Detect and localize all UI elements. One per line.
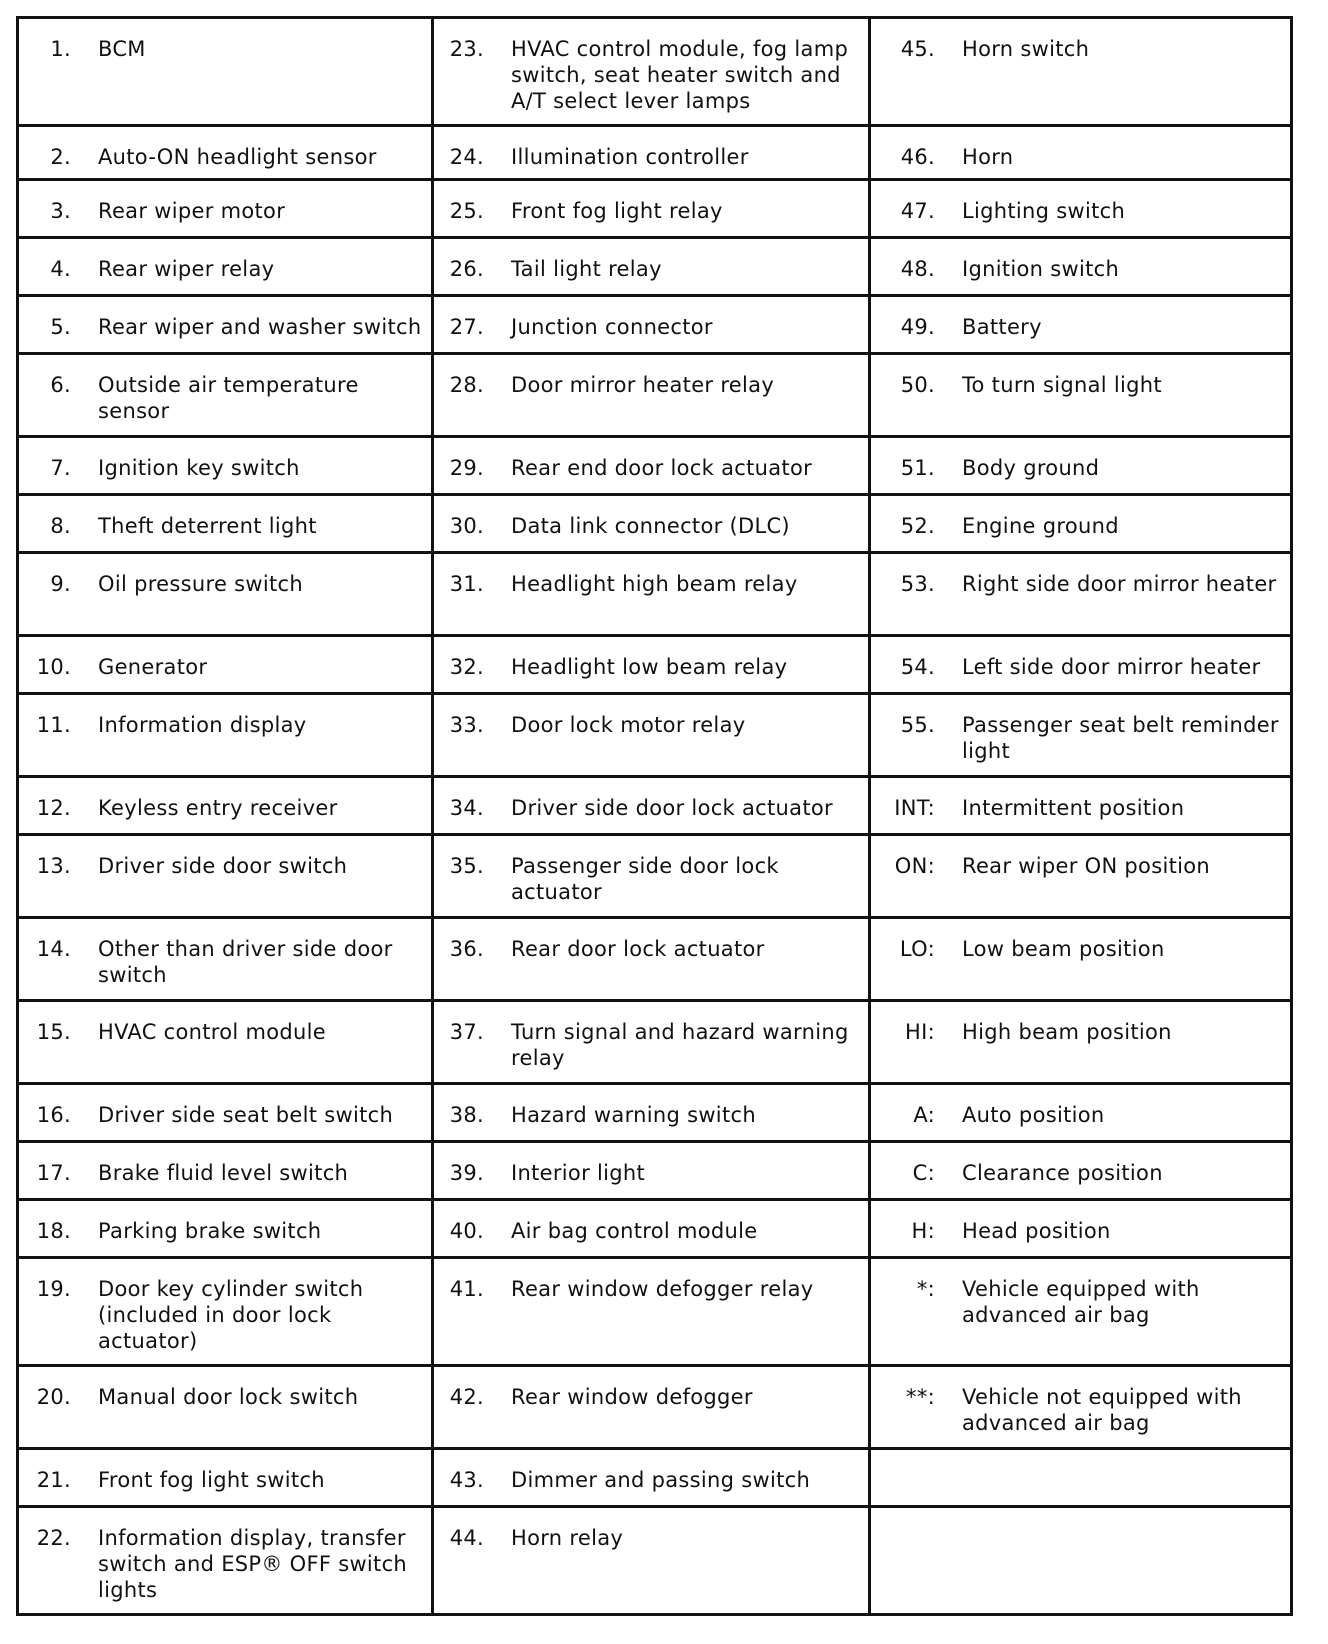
table-row [18, 180, 1292, 238]
item-number: 43. [449, 1468, 484, 1492]
item-description: Keyless entry receiver [98, 796, 338, 820]
item-description: Vehicle equipped with advanced air bag [962, 1277, 1200, 1327]
legend-cell [433, 296, 870, 354]
component-legend-table [16, 16, 1293, 1616]
item-description: To turn signal light [962, 373, 1162, 397]
legend-cell [18, 553, 433, 636]
item-description: Low beam position [962, 937, 1165, 961]
table-row [18, 1258, 1292, 1366]
legend-cell [18, 1258, 433, 1366]
item-description: Driver side seat belt switch [98, 1103, 394, 1127]
legend-cell [18, 636, 433, 694]
legend-cell [433, 1258, 870, 1366]
legend-cell [870, 1366, 1292, 1449]
item-description: Junction connector [511, 315, 713, 339]
item-number: 18. [36, 1219, 71, 1243]
item-number: 26. [449, 257, 484, 281]
item-description: Intermittent position [962, 796, 1185, 820]
item-number: 35. [449, 854, 484, 878]
item-description: Vehicle not equipped with advanced air bag [962, 1385, 1242, 1435]
item-number: 27. [449, 315, 484, 339]
table-row [18, 296, 1292, 354]
legend-cell [433, 495, 870, 553]
table-row [18, 18, 1292, 126]
table-row [18, 1366, 1292, 1449]
item-description: Auto position [962, 1103, 1105, 1127]
item-description: Engine ground [962, 514, 1119, 538]
legend-cell [870, 636, 1292, 694]
item-number: 10. [36, 655, 71, 679]
item-number: H: [911, 1219, 935, 1243]
item-number: 37. [449, 1020, 484, 1044]
item-description: Turn signal and hazard warning relay [511, 1020, 849, 1070]
item-number: C: [912, 1161, 935, 1185]
item-description: Other than driver side door switch [98, 937, 393, 987]
item-number: HI: [905, 1020, 935, 1044]
table-row [18, 1200, 1292, 1258]
legend-cell [18, 126, 433, 180]
item-description: Data link connector (DLC) [511, 514, 790, 538]
item-description: Ignition switch [962, 257, 1120, 281]
legend-cell [433, 835, 870, 918]
item-description: Generator [98, 655, 208, 679]
item-description: Head position [962, 1219, 1111, 1243]
legend-cell [433, 1507, 870, 1615]
item-number: 50. [900, 373, 935, 397]
table-row [18, 694, 1292, 777]
item-number: 2. [50, 145, 71, 169]
item-number: 44. [449, 1526, 484, 1550]
legend-cell [18, 180, 433, 238]
item-number: 33. [449, 713, 484, 737]
table-row [18, 835, 1292, 918]
item-description: Headlight low beam relay [511, 655, 788, 679]
legend-cell [18, 1142, 433, 1200]
legend-cell [870, 777, 1292, 835]
table-row [18, 354, 1292, 437]
legend-cell [18, 1084, 433, 1142]
legend-cell [18, 918, 433, 1001]
item-description: Driver side door switch [98, 854, 348, 878]
item-number: 5. [50, 315, 71, 339]
item-number: 40. [449, 1219, 484, 1243]
item-description: Passenger side door lock actuator [511, 854, 779, 904]
legend-cell [433, 126, 870, 180]
legend-body [18, 18, 1292, 1615]
item-description: Rear wiper and washer switch [98, 315, 422, 339]
legend-cell [433, 238, 870, 296]
item-description: Door lock motor relay [511, 713, 746, 737]
item-number: 29. [449, 456, 484, 480]
item-description: Dimmer and passing switch [511, 1468, 811, 1492]
table-row [18, 126, 1292, 180]
item-description: Rear window defogger relay [511, 1277, 814, 1301]
legend-cell [870, 1001, 1292, 1084]
item-description: Ignition key switch [98, 456, 300, 480]
item-number: 42. [449, 1385, 484, 1409]
legend-cell [433, 553, 870, 636]
item-description: Left side door mirror heater [962, 655, 1261, 679]
item-description: Headlight high beam relay [511, 572, 798, 596]
legend-cell [433, 777, 870, 835]
table-row [18, 1001, 1292, 1084]
item-number: 38. [449, 1103, 484, 1127]
legend-cell [18, 18, 433, 126]
item-number: 19. [36, 1277, 71, 1301]
table-row [18, 1507, 1292, 1615]
legend-cell [870, 1142, 1292, 1200]
legend-cell [433, 180, 870, 238]
item-description: Outside air temperature sensor [98, 373, 359, 423]
item-number: **: [906, 1385, 935, 1409]
legend-cell [433, 1001, 870, 1084]
legend-cell [18, 354, 433, 437]
legend-cell [433, 636, 870, 694]
legend-cell [870, 126, 1292, 180]
item-description: Front fog light switch [98, 1468, 325, 1492]
item-description: Body ground [962, 456, 1100, 480]
item-description: Door key cylinder switch (included in door lock actuator) [98, 1277, 364, 1353]
table-row [18, 777, 1292, 835]
item-number: 25. [449, 199, 484, 223]
legend-cell [433, 437, 870, 495]
legend-cell [18, 777, 433, 835]
item-number: 39. [449, 1161, 484, 1185]
legend-cell [18, 1001, 433, 1084]
legend-cell [18, 437, 433, 495]
item-number: 12. [36, 796, 71, 820]
table-row [18, 495, 1292, 553]
item-description: Passenger seat belt reminder light [962, 713, 1279, 763]
table-row [18, 553, 1292, 636]
item-description: Horn relay [511, 1526, 624, 1550]
item-number: 13. [36, 854, 71, 878]
table-row [18, 1449, 1292, 1507]
item-description: Rear door lock actuator [511, 937, 765, 961]
item-description: Right side door mirror heater [962, 572, 1277, 596]
item-number: 8. [50, 514, 71, 538]
item-description: Manual door lock switch [98, 1385, 359, 1409]
item-description: Interior light [511, 1161, 646, 1185]
legend-cell [870, 437, 1292, 495]
legend-cell [870, 1084, 1292, 1142]
table-row [18, 1084, 1292, 1142]
legend-cell [870, 694, 1292, 777]
item-number: 52. [900, 514, 935, 538]
item-description: Driver side door lock actuator [511, 796, 833, 820]
legend-cell [870, 1507, 1292, 1615]
item-number: 9. [50, 572, 71, 596]
legend-cell [433, 918, 870, 1001]
item-number: 6. [50, 373, 71, 397]
legend-cell [433, 1449, 870, 1507]
legend-cell [870, 1200, 1292, 1258]
item-number: 47. [900, 199, 935, 223]
item-number: 24. [449, 145, 484, 169]
item-description: HVAC control module [98, 1020, 327, 1044]
item-number: INT: [894, 796, 935, 820]
legend-cell [870, 238, 1292, 296]
item-number: 48. [900, 257, 935, 281]
item-description: Oil pressure switch [98, 572, 303, 596]
item-number: 22. [36, 1526, 71, 1550]
item-number: 17. [36, 1161, 71, 1185]
legend-cell [18, 1449, 433, 1507]
item-number: 7. [50, 456, 71, 480]
item-number: 16. [36, 1103, 71, 1127]
item-description: Tail light relay [511, 257, 662, 281]
legend-cell [18, 495, 433, 553]
legend-cell [870, 1258, 1292, 1366]
item-number: 11. [36, 713, 71, 737]
legend-cell [433, 354, 870, 437]
item-number: 53. [900, 572, 935, 596]
item-number: 41. [449, 1277, 484, 1301]
item-description: Air bag control module [511, 1219, 758, 1243]
item-description: Illumination controller [511, 145, 749, 169]
legend-cell [870, 495, 1292, 553]
item-number: 49. [900, 315, 935, 339]
item-number: 21. [36, 1468, 71, 1492]
item-description: Front fog light relay [511, 199, 723, 223]
item-number: 15. [36, 1020, 71, 1044]
item-description: Horn switch [962, 37, 1090, 61]
item-number: 1. [50, 37, 71, 61]
table-row [18, 437, 1292, 495]
item-description: Information display [98, 713, 307, 737]
item-description: Rear wiper relay [98, 257, 275, 281]
table-row [18, 918, 1292, 1001]
item-number: 54. [900, 655, 935, 679]
item-description: Door mirror heater relay [511, 373, 775, 397]
item-description: Hazard warning switch [511, 1103, 756, 1127]
item-number: 36. [449, 937, 484, 961]
legend-cell [433, 1200, 870, 1258]
item-description: High beam position [962, 1020, 1172, 1044]
item-number: 14. [36, 937, 71, 961]
legend-cell [18, 1366, 433, 1449]
item-description: HVAC control module, fog lamp switch, seat heater switch and A/T select lever lamps [511, 37, 849, 113]
legend-cell [18, 694, 433, 777]
legend-cell [870, 18, 1292, 126]
legend-cell [870, 180, 1292, 238]
item-description: Lighting switch [962, 199, 1126, 223]
item-number: 31. [449, 572, 484, 596]
legend-cell [433, 18, 870, 126]
item-number: *: [916, 1277, 935, 1301]
legend-cell [870, 553, 1292, 636]
item-number: ON: [894, 854, 935, 878]
item-description: Auto-ON headlight sensor [98, 145, 377, 169]
item-description: Brake fluid level switch [98, 1161, 349, 1185]
item-description: Rear wiper ON position [962, 854, 1211, 878]
item-description: Clearance position [962, 1161, 1163, 1185]
item-description: Rear window defogger [511, 1385, 753, 1409]
item-description: Rear wiper motor [98, 199, 286, 223]
item-number: 20. [36, 1385, 71, 1409]
legend-cell [433, 1084, 870, 1142]
legend-cell [18, 1507, 433, 1615]
legend-cell [18, 296, 433, 354]
legend-cell [433, 1366, 870, 1449]
legend-cell [18, 1200, 433, 1258]
table-row [18, 636, 1292, 694]
legend-cell [870, 296, 1292, 354]
legend-cell [18, 835, 433, 918]
legend-cell [433, 1142, 870, 1200]
item-number: 34. [449, 796, 484, 820]
table-row [18, 238, 1292, 296]
item-number: 46. [900, 145, 935, 169]
item-number: 55. [900, 713, 935, 737]
legend-cell [18, 238, 433, 296]
table-row [18, 1142, 1292, 1200]
item-number: 30. [449, 514, 484, 538]
item-number: 23. [449, 37, 484, 61]
item-description: Parking brake switch [98, 1219, 322, 1243]
item-number: 28. [449, 373, 484, 397]
item-number: 4. [50, 257, 71, 281]
item-description: Theft deterrent light [98, 514, 317, 538]
legend-cell [433, 694, 870, 777]
item-number: 3. [50, 199, 71, 223]
item-number: 32. [449, 655, 484, 679]
item-description: Information display, transfer switch and ESP® OFF switch lights [98, 1526, 408, 1602]
item-description: Battery [962, 315, 1042, 339]
legend-cell [870, 354, 1292, 437]
legend-cell [870, 835, 1292, 918]
item-description: BCM [98, 37, 146, 61]
item-number: 51. [900, 456, 935, 480]
item-number: 45. [900, 37, 935, 61]
item-description: Rear end door lock actuator [511, 456, 813, 480]
item-number: A: [913, 1103, 935, 1127]
legend-cell [870, 1449, 1292, 1507]
item-description: Horn [962, 145, 1014, 169]
item-number: LO: [899, 937, 935, 961]
legend-cell [870, 918, 1292, 1001]
